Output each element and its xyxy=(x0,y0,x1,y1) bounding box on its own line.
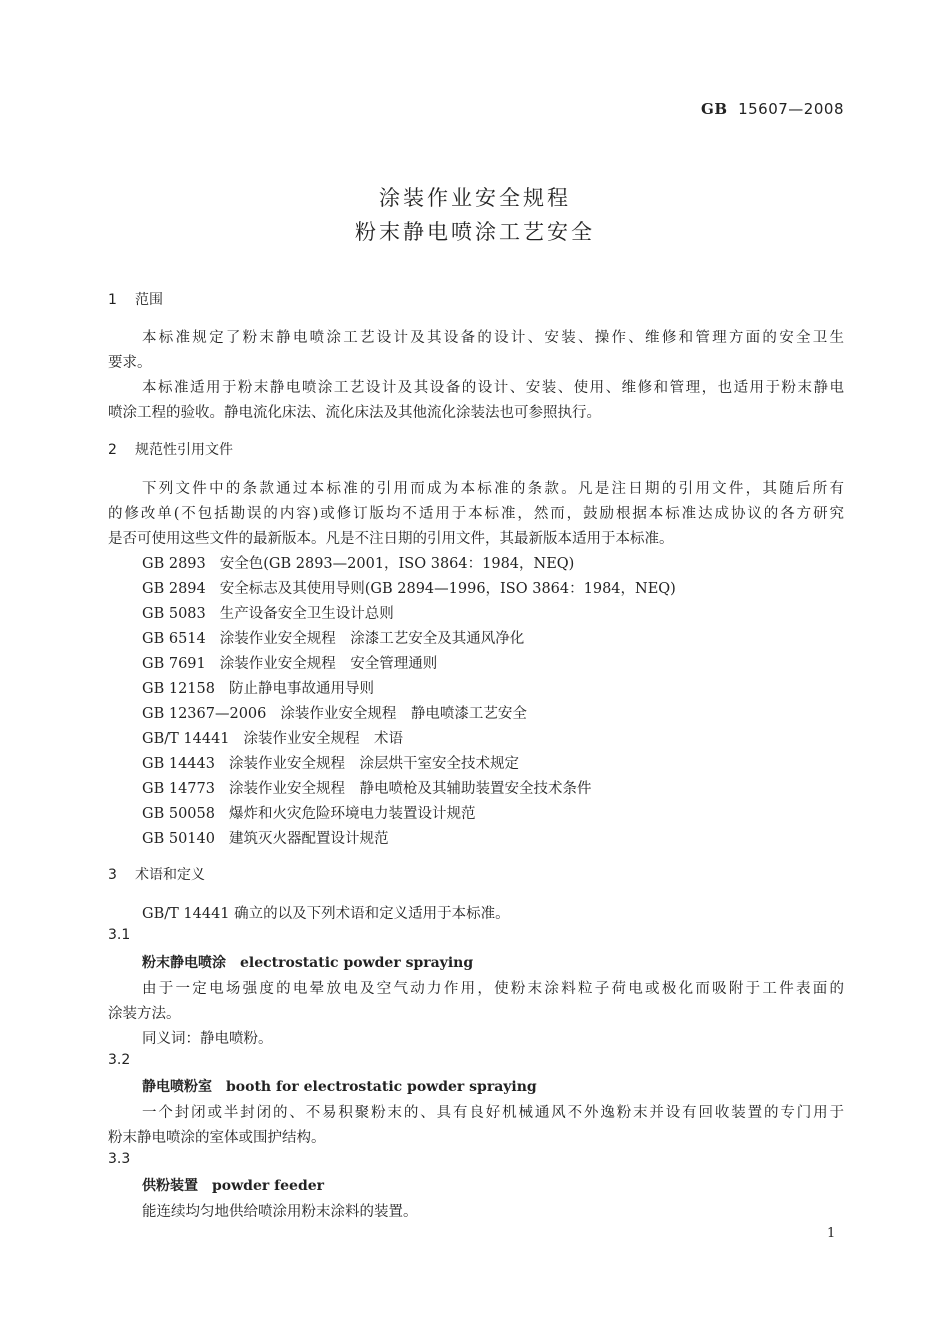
reference-code: GB 7691 xyxy=(142,656,206,672)
section-3-heading xyxy=(108,864,205,884)
term-chinese: 供粉装置 xyxy=(142,1178,198,1194)
term-3-3-definition: 能连续均匀地供给喷涂用粉末涂料的装置。 xyxy=(142,1204,418,1220)
normative-intro-line-2: 的修改单(不包括勘误的内容)或修订版均不适用于本标准，然而，鼓励根据本标准达成协议的各方研究 xyxy=(108,506,844,522)
normative-intro-line-3: 是否可使用这些文件的最新版本。凡是不注日期的引用文件，其最新版本适用于本标准。 xyxy=(108,531,674,547)
reference-item xyxy=(142,777,591,798)
term-english: booth for electrostatic powder spraying xyxy=(226,1079,537,1095)
term-chinese: 静电喷粉室 xyxy=(142,1079,212,1095)
term-english: electrostatic powder spraying xyxy=(240,955,474,971)
reference-code: GB 12367—2006 xyxy=(142,706,267,722)
reference-code: GB/T 14441 xyxy=(142,731,230,747)
scope-paragraph-1-line-2: 要求。 xyxy=(108,355,152,371)
reference-item xyxy=(142,727,403,748)
normative-intro-line-1: 下列文件中的条款通过本标准的引用而成为本标准的条款。凡是注日期的引用文件，其随后所有 xyxy=(142,481,844,497)
reference-title: 涂装作业安全规程 静电喷漆工艺安全 xyxy=(280,706,527,722)
term-3-3-title xyxy=(142,1175,324,1195)
section-title: 规范性引用文件 xyxy=(135,442,233,458)
section-2-heading xyxy=(108,439,233,459)
section-number: 3 xyxy=(108,867,117,883)
reference-code: GB 12158 xyxy=(142,681,215,697)
section-1-heading xyxy=(108,289,163,309)
reference-title: 涂装作业安全规程 静电喷枪及其辅助装置安全技术条件 xyxy=(228,781,592,797)
term-3-3-number: 3.3 xyxy=(108,1151,131,1167)
reference-code: GB 50058 xyxy=(142,806,215,822)
reference-code: GB 14443 xyxy=(142,756,215,772)
term-3-2-title xyxy=(142,1076,537,1096)
term-3-1-definition-line-1: 由于一定电场强度的电晕放电及空气动力作用，使粉末涂料粒子荷电或极化而吸附于工件表面的 xyxy=(142,981,844,997)
section-number: 2 xyxy=(108,442,117,458)
reference-item xyxy=(142,652,437,673)
reference-item xyxy=(142,802,475,823)
reference-item xyxy=(142,702,527,723)
reference-item xyxy=(142,827,388,848)
reference-code: GB 2894 xyxy=(142,581,206,597)
reference-title: 建筑灭火器配置设计规范 xyxy=(228,831,389,847)
reference-code: GB 50140 xyxy=(142,831,215,847)
term-3-2-definition-line-1: 一个封闭或半封闭的、不易积聚粉末的、具有良好机械通风不外逸粉末并设有回收装置的专门用于 xyxy=(142,1105,844,1121)
standard-prefix: GB xyxy=(701,100,728,118)
term-3-2-number: 3.2 xyxy=(108,1052,131,1068)
reference-item xyxy=(142,602,394,623)
term-3-1-title xyxy=(142,952,473,972)
term-3-2-definition-line-2: 粉末静电喷涂的室体或围护结构。 xyxy=(108,1130,326,1146)
reference-code: GB 14773 xyxy=(142,781,215,797)
reference-title: 涂装作业安全规程 安全管理通则 xyxy=(219,656,438,672)
reference-code: GB 6514 xyxy=(142,631,206,647)
reference-title: 安全色(GB 2893—2001，ISO 3864：1984，NEQ) xyxy=(219,556,575,572)
term-3-1-number: 3.1 xyxy=(108,927,131,943)
reference-title: 防止静电事故通用导则 xyxy=(228,681,374,697)
term-chinese: 粉末静电喷涂 xyxy=(142,955,226,971)
section-number: 1 xyxy=(108,292,117,308)
reference-title: 爆炸和火灾危险环境电力装置设计规范 xyxy=(228,806,476,822)
reference-title: 生产设备安全卫生设计总则 xyxy=(219,606,394,622)
document-title: 涂装作业安全规程 xyxy=(379,186,571,210)
standard-number: 15607—2008 xyxy=(738,100,844,118)
term-3-1-synonym: 同义词：静电喷粉。 xyxy=(142,1031,273,1047)
reference-title: 涂装作业安全规程 涂漆工艺安全及其通风净化 xyxy=(219,631,525,647)
reference-title: 涂装作业安全规程 涂层烘干室安全技术规定 xyxy=(228,756,519,772)
reference-item xyxy=(142,627,524,648)
scope-paragraph-2-line-2: 喷涂工程的验收。静电流化床法、流化床法及其他流化涂装法也可参照执行。 xyxy=(108,405,601,421)
terms-intro: GB/T 14441 确立的以及下列术语和定义适用于本标准。 xyxy=(142,906,510,922)
section-title: 术语和定义 xyxy=(135,867,205,883)
reference-code: GB 5083 xyxy=(142,606,206,622)
page-number: 1 xyxy=(827,1226,836,1241)
reference-item xyxy=(142,552,574,573)
standard-code-header xyxy=(701,100,844,118)
reference-title: 安全标志及其使用导则(GB 2894—1996，ISO 3864：1984，NEQ) xyxy=(219,581,676,597)
document-subtitle: 粉末静电喷涂工艺安全 xyxy=(355,220,595,244)
reference-item xyxy=(142,752,519,773)
reference-item xyxy=(142,677,374,698)
reference-title: 涂装作业安全规程 术语 xyxy=(243,731,404,747)
term-3-1-definition-line-2: 涂装方法。 xyxy=(108,1006,181,1022)
term-english: powder feeder xyxy=(212,1178,325,1194)
reference-item xyxy=(142,577,676,598)
scope-paragraph-2-line-1: 本标准适用于粉末静电喷涂工艺设计及其设备的设计、安装、使用、维修和管理，也适用于粉末静电 xyxy=(142,380,844,396)
reference-code: GB 2893 xyxy=(142,556,206,572)
scope-paragraph-1-line-1: 本标准规定了粉末静电喷涂工艺设计及其设备的设计、安装、操作、维修和管理方面的安全卫生 xyxy=(142,330,844,346)
section-title: 范围 xyxy=(135,292,163,308)
